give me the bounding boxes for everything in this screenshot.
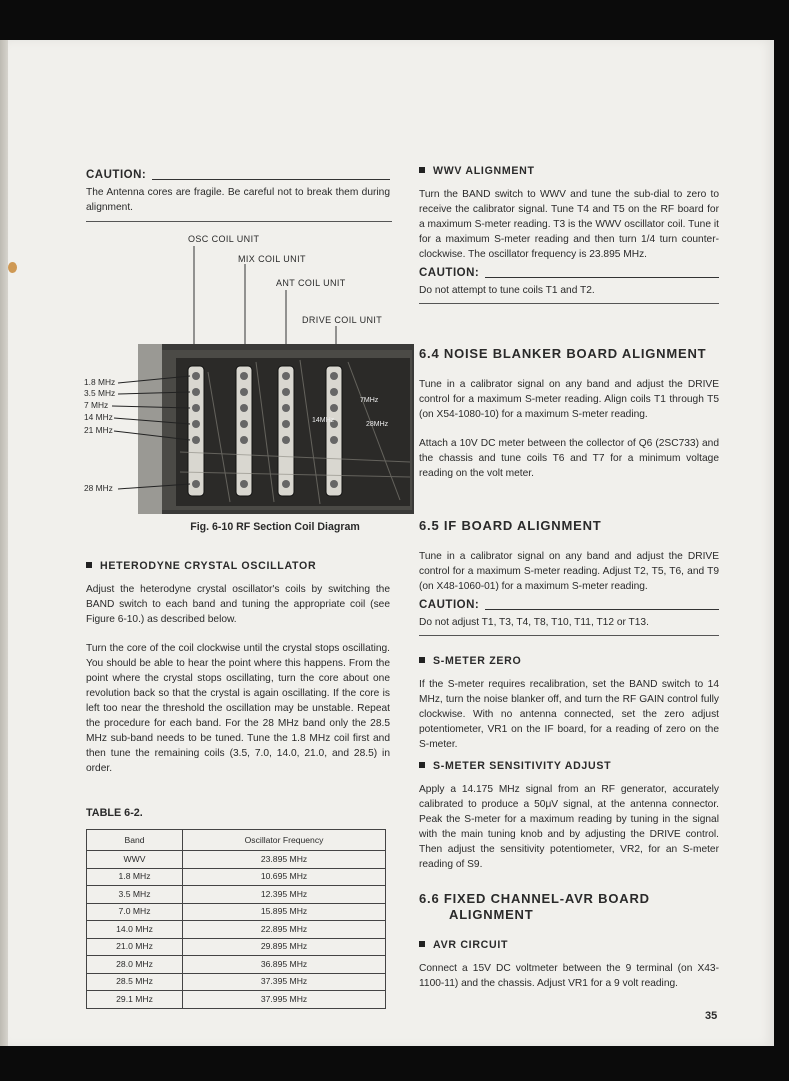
- table-cell: 28.5 MHz: [87, 973, 183, 991]
- table-cell: 15.895 MHz: [183, 903, 386, 921]
- bullet-icon: [419, 167, 425, 173]
- smeter-sensitivity-section: [419, 759, 719, 881]
- table-cell: 1.8 MHz: [87, 868, 183, 886]
- table-cell: WWV: [87, 851, 183, 869]
- section-heading: S-METER SENSITIVITY ADJUST: [433, 760, 612, 772]
- rf-board-photo: [80, 232, 416, 540]
- table-row: [87, 973, 386, 991]
- page-number: 35: [705, 1010, 718, 1022]
- section-heading: AVR CIRCUIT: [433, 939, 509, 951]
- section-heading: 6.4 NOISE BLANKER BOARD ALIGNMENT: [419, 346, 707, 361]
- paragraph: Adjust the heterodyne crystal oscillator's coils by switching the BAND switch to each band and tuning the appropriate coil (see Figure 6-10.) as described below.: [86, 584, 390, 625]
- band-label-1-8: 1.8 MHz: [84, 377, 116, 387]
- coil-label-28mhz: 28MHz: [366, 421, 389, 428]
- paragraph: Attach a 10V DC meter between the collector of Q6 (2SC733) and the chassis and tune coils T6 and T7 for a minimum voltage reading on the volt meter.: [419, 438, 719, 479]
- paragraph: Tune in a calibrator signal on any band and adjust the DRIVE control for a maximum S-meter reading. Adjust T2, T5, T6, and T9 (on X48-1060-01) for a maximum S-meter reading.: [419, 551, 719, 592]
- paragraph: Connect a 15V DC voltmeter between the 9 terminal (on X43-1100-11) and the chassis. Adjust VR1 for a 9 volt reading.: [419, 963, 719, 989]
- table-cell: 12.395 MHz: [183, 886, 386, 904]
- bullet-icon: [419, 941, 425, 947]
- table-cell: 28.0 MHz: [87, 956, 183, 974]
- caution-text: Do not adjust T1, T3, T4, T8, T10, T11, T12 or T13.: [419, 617, 649, 628]
- paragraph: If the S-meter requires recalibration, set the BAND switch to 14 MHz, turn the noise blanker off, and turn the RF GAIN control fully clockwise. With no antenna connected, set the zero adjust potentiometer, VR1 on the IF board, for a reading of zero on the S-meter.: [419, 679, 719, 750]
- coil-label-14mhz: 14MHz: [312, 417, 335, 424]
- band-label-14: 14 MHz: [84, 412, 113, 422]
- rf-coil-figure: [80, 232, 416, 540]
- table-header: Oscillator Frequency: [183, 830, 386, 851]
- table-cell: 7.0 MHz: [87, 903, 183, 921]
- caution-block-1: [86, 168, 390, 222]
- section-heading: S-METER ZERO: [433, 655, 522, 667]
- table-cell: 3.5 MHz: [87, 886, 183, 904]
- table-header: Band: [87, 830, 183, 851]
- table-row: [87, 956, 386, 974]
- table-row: [87, 903, 386, 921]
- table-cell: 29.1 MHz: [87, 991, 183, 1009]
- wwv-section: [419, 164, 719, 304]
- table-row: [87, 921, 386, 939]
- caution-label: CAUTION:: [419, 599, 480, 611]
- callout-mix: MIX COIL UNIT: [238, 254, 306, 264]
- table-cell: 21.0 MHz: [87, 938, 183, 956]
- table-cell: 37.395 MHz: [183, 973, 386, 991]
- section-heading: 6.5 IF BOARD ALIGNMENT: [419, 518, 602, 533]
- caution-text: Do not attempt to tune coils T1 and T2.: [419, 285, 595, 296]
- paper-stain: [8, 262, 17, 273]
- section-heading: [419, 891, 719, 923]
- paragraph: Apply a 14.175 MHz signal from an RF generator, accurately calibrated to produce a 50μV signal, at the antenna connector. Peak the S-meter for a maximum reading by tuning in the signal with the main tuning knob and by adjusting the DRIVE control. Then adjust the sensitivity potentiometer, VR2, for an S-meter reading of S9.: [419, 784, 719, 870]
- callout-ant: ANT COIL UNIT: [276, 278, 346, 288]
- section-6-5: [419, 518, 719, 636]
- section-heading: WWV ALIGNMENT: [433, 165, 535, 177]
- table-cell: 10.695 MHz: [183, 868, 386, 886]
- table-title: TABLE 6-2.: [86, 807, 143, 819]
- paragraph: Tune in a calibrator signal on any band and adjust the DRIVE control for a maximum S-meter reading. Align coils T1 through T5 (on X54-1080-10) for a maximum S-meter reading.: [419, 379, 719, 420]
- band-label-28: 28 MHz: [84, 483, 113, 493]
- band-label-3-5: 3.5 MHz: [84, 388, 116, 398]
- table-row: [87, 991, 386, 1009]
- caution-label: CAUTION:: [419, 267, 480, 279]
- section-heading-line-1: 6.6 FIXED CHANNEL-AVR BOARD: [419, 891, 650, 906]
- oscillator-frequency-table: [86, 829, 386, 1009]
- heterodyne-section: [86, 559, 390, 785]
- table-cell: 22.895 MHz: [183, 921, 386, 939]
- paragraph: Turn the BAND switch to WWV and tune the sub-dial to zero to receive the calibrator signal. Tune T4 and T5 on the RF board for a maximum S-meter reading. T3 is the WWV oscillator coil. Tune it for a maximum S-meter reading and then turn 1/4 turn counter-clockwise. The oscillator frequency is 23.895 MHz.: [419, 189, 719, 260]
- table-cell: 23.895 MHz: [183, 851, 386, 869]
- figure-caption: Fig. 6-10 RF Section Coil Diagram: [190, 521, 360, 533]
- table-cell: 37.995 MHz: [183, 991, 386, 1009]
- table-row: [87, 851, 386, 869]
- section-heading: HETERODYNE CRYSTAL OSCILLATOR: [100, 560, 317, 572]
- section-6-6: [419, 891, 719, 923]
- bullet-icon: [86, 562, 92, 568]
- section-6-4: [419, 346, 719, 490]
- table-row: [87, 868, 386, 886]
- table-6-2-block: [86, 806, 390, 1009]
- table-row: [87, 886, 386, 904]
- callout-drive: DRIVE COIL UNIT: [302, 315, 383, 325]
- band-label-7: 7 MHz: [84, 400, 109, 410]
- section-heading-line-2: ALIGNMENT: [449, 907, 534, 922]
- paragraph: Turn the core of the coil clockwise until the crystal stops oscillating. You should be able to hear the point where this happens. From the point where the crystal stops oscillating, turn the core about one revolution back so that the crystal is again oscillating. If the core is left too near the threshold the oscillation may be unstable. Repeat the procedure for each band. For the 28 MHz band only the 28.5 MHz sub-band needs to be tuned. Tune the 1.8 MHz coil first and then tune the remaining coils (3.5, 7.0, 14.0, 21.0, and 28.5) in order.: [86, 643, 390, 774]
- caution-label: CAUTION:: [86, 169, 147, 181]
- bullet-icon: [419, 762, 425, 768]
- table-cell: 29.895 MHz: [183, 938, 386, 956]
- table-cell: 14.0 MHz: [87, 921, 183, 939]
- smeter-zero-section: [419, 654, 719, 761]
- table-cell: 36.895 MHz: [183, 956, 386, 974]
- coil-label-7mhz: 7MHz: [360, 397, 379, 404]
- band-label-21: 21 MHz: [84, 425, 113, 435]
- callout-osc: OSC COIL UNIT: [188, 234, 260, 244]
- avr-section: [419, 938, 719, 1000]
- table-row: [87, 938, 386, 956]
- caution-text: The Antenna cores are fragile. Be careful not to break them during alignment.: [86, 187, 390, 213]
- bullet-icon: [419, 657, 425, 663]
